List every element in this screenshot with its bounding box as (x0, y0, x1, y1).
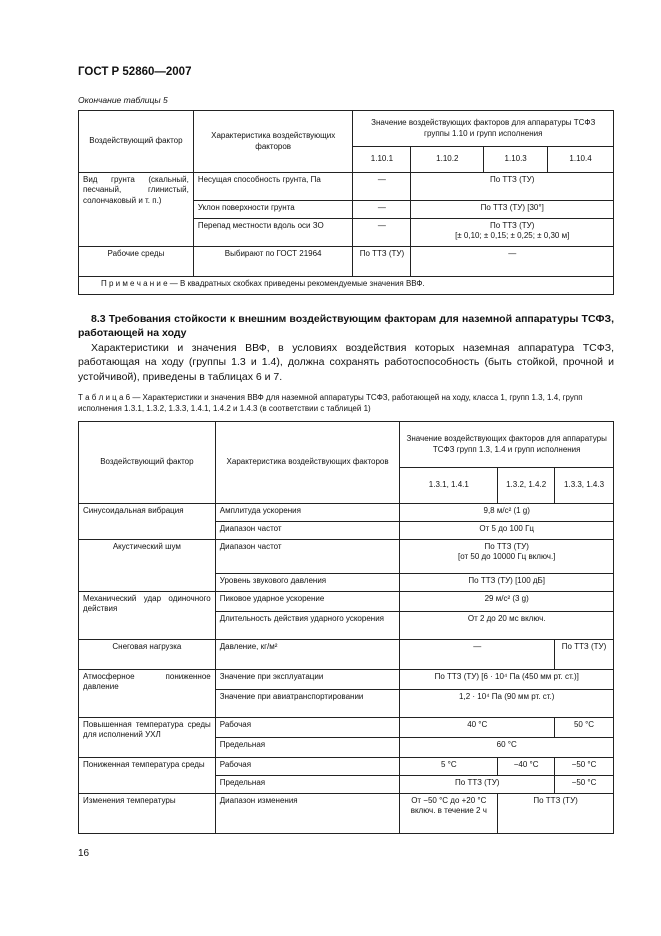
t5-soil-factor: Вид грунта (скальный, песчаный, глинистый, солончаковый и т. п.) (79, 173, 194, 247)
t5-note: П р и м е ч а н и е — В квадратных скобках приведены рекомендуемые значения ВВФ. (79, 277, 614, 295)
t6-tempchange-factor: Изменения температуры (79, 794, 216, 834)
t6-shock-factor: Механический удар одиночного действия (79, 592, 216, 640)
section-body: Характеристики и значения ВВФ, в условиях воздействия которых наземная аппаратура ТСФЗ, работающая на ходу (группы 1.3 и 1.4), должна сохранять работоспособность (быть стойкой, прочной и устойчивой), приведены в таблицах 6 и 7. (78, 341, 614, 383)
t6-vib-factor: Синусоидальная вибрация (79, 504, 216, 540)
t5-head-factor: Воздействующий фактор (79, 111, 194, 173)
t6-ac-char2: Уровень звукового давления (215, 574, 400, 592)
t5-sub-1: 1.10.1 (353, 147, 411, 173)
document-header: ГОСТ Р 52860—2007 (78, 66, 192, 78)
t6-hightemp-factor: Повышенная температура среды для исполнений УХЛ (79, 718, 216, 758)
t6-lowtemp-val1a: 5 °С (400, 758, 498, 776)
t6-lowtemp-val1b: −40 °С (498, 758, 555, 776)
page-number: 16 (78, 848, 90, 859)
t6-pressure-val1: По ТТЗ (ТУ) [6 · 10⁴ Па (450 мм рт. ст.)] (400, 670, 614, 690)
t5-r1-char: Несущая способность грунта, Па (193, 173, 353, 201)
t6-vib-char2: Диапазон частот (215, 522, 400, 540)
t5-sub-3: 1.10.3 (484, 147, 548, 173)
t5-r1-v1: — (353, 173, 411, 201)
t5-r3-char: Перепад местности вдоль оси ЗО (193, 219, 353, 247)
t6-tempchange-val2: По ТТЗ (ТУ) (498, 794, 614, 834)
t6-sub-3: 1.3.3, 1.4.3 (555, 468, 614, 504)
t6-hightemp-val1a: 40 °С (400, 718, 555, 738)
t6-lowtemp-char1: Рабочая (215, 758, 400, 776)
t6-shock-char2: Длительность действия ударного ускорения (215, 612, 400, 640)
t6-snow-val2: По ТТЗ (ТУ) (555, 640, 614, 670)
t6-vib-val1: 9,8 м/с² (1 g) (400, 504, 614, 522)
t6-ac-val1-line1: По ТТЗ (ТУ) (484, 542, 529, 551)
t5-r4-v2: — (411, 247, 614, 277)
table-5 (78, 110, 614, 295)
t6-pressure-char1: Значение при эксплуатации (215, 670, 400, 690)
t6-tempchange-val1: От −50 °С до +20 °С включ. в течение 2 ч (400, 794, 498, 834)
t5-r3-v2 (411, 219, 614, 247)
t6-shock-char1: Пиковое ударное ускорение (215, 592, 400, 612)
t6-vib-char1: Амплитуда ускорения (215, 504, 400, 522)
t6-ac-factor: Акустический шум (79, 540, 216, 592)
t6-hightemp-char2: Предельная (215, 738, 400, 758)
t5-r2-v2: По ТТЗ (ТУ) [30°] (411, 201, 614, 219)
t6-shock-val2: От 2 до 20 мс включ. (400, 612, 614, 640)
t6-hightemp-val1b: 50 °С (555, 718, 614, 738)
t6-head-char: Характеристика воздействующих факторов (215, 422, 400, 504)
t6-shock-val1: 29 м/с² (3 g) (400, 592, 614, 612)
t5-sub-2: 1.10.2 (411, 147, 484, 173)
t6-head-factor: Воздействующий фактор (79, 422, 216, 504)
t6-lowtemp-char2: Предельная (215, 776, 400, 794)
t5-r2-v1: — (353, 201, 411, 219)
section-title: 8.3 Требования стойкости к внешним воздействующим факторам для наземной аппаратуры ТСФЗ, работающей на ходу (78, 313, 614, 340)
t6-head-value: Значение воздействующих факторов для аппаратуры ТСФЗ групп 1.3, 1.4 и групп исполнения (400, 422, 614, 468)
table6-caption: Т а б л и ц а 6 — Характеристики и значения ВВФ для наземной аппаратуры ТСФЗ, работающей на ходу, класса 1, групп 1.3, 1.4, групп исполнения 1.3.1, 1.3.2, 1.3.3, 1.4.1, 1.4.2 и 1.4.3 (в соответствии с таблицей 1) (78, 393, 583, 413)
t6-lowtemp-val2b: −50 °С (555, 776, 614, 794)
table5-caption: Окончание таблицы 5 (78, 95, 168, 105)
t6-sub-2: 1.3.2, 1.4.2 (498, 468, 555, 504)
t5-r4-char: Выбирают по ГОСТ 21964 (193, 247, 353, 277)
t5-r4-factor: Рабочие среды (79, 247, 194, 277)
t6-vib-val2: От 5 до 100 Гц (400, 522, 614, 540)
t6-pressure-val2: 1,2 · 10⁴ Па (90 мм рт. ст.) (400, 690, 614, 718)
t5-r3-v2-line2: [± 0,10; ± 0,15; ± 0,25; ± 0,30 м] (455, 231, 570, 241)
t5-r3-v2-line1: По ТТЗ (ТУ) (489, 221, 535, 230)
section-8-3 (78, 312, 614, 384)
t6-pressure-char2: Значение при авиатранспортировании (215, 690, 400, 718)
t6-sub-1: 1.3.1, 1.4.1 (400, 468, 498, 504)
t5-sub-4: 1.10.4 (548, 147, 614, 173)
t5-r3-v1: — (353, 219, 411, 247)
t6-ac-char1: Диапазон частот (215, 540, 400, 574)
t6-lowtemp-val1c: −50 °С (555, 758, 614, 776)
t5-head-char: Характеристика воздействующих факторов (193, 111, 353, 173)
t6-ac-val1 (400, 540, 614, 574)
t6-lowtemp-val2a: По ТТЗ (ТУ) (400, 776, 555, 794)
t6-snow-char: Давление, кг/м² (215, 640, 400, 670)
t6-snow-val1: — (400, 640, 555, 670)
t6-lowtemp-factor: Пониженная температура среды (79, 758, 216, 794)
t6-hightemp-char1: Рабочая (215, 718, 400, 738)
t6-snow-factor: Снеговая нагрузка (79, 640, 216, 670)
t6-ac-val2: По ТТЗ (ТУ) [100 дБ] (400, 574, 614, 592)
t6-tempchange-char: Диапазон изменения (215, 794, 400, 834)
t5-head-value: Значение воздействующих факторов для аппаратуры ТСФЗ группы 1.10 и групп исполнения (353, 111, 614, 147)
t6-hightemp-val2: 60 °С (400, 738, 614, 758)
t5-r4-v1: По ТТЗ (ТУ) (353, 247, 411, 277)
table-6 (78, 421, 614, 834)
t6-pressure-factor: Атмосферное пониженное давление (79, 670, 216, 718)
t5-r1-v2: По ТТЗ (ТУ) (411, 173, 614, 201)
t5-r2-char: Уклон поверхности грунта (193, 201, 353, 219)
t6-ac-val1-line2: [от 50 до 10000 Гц включ.] (458, 552, 556, 562)
